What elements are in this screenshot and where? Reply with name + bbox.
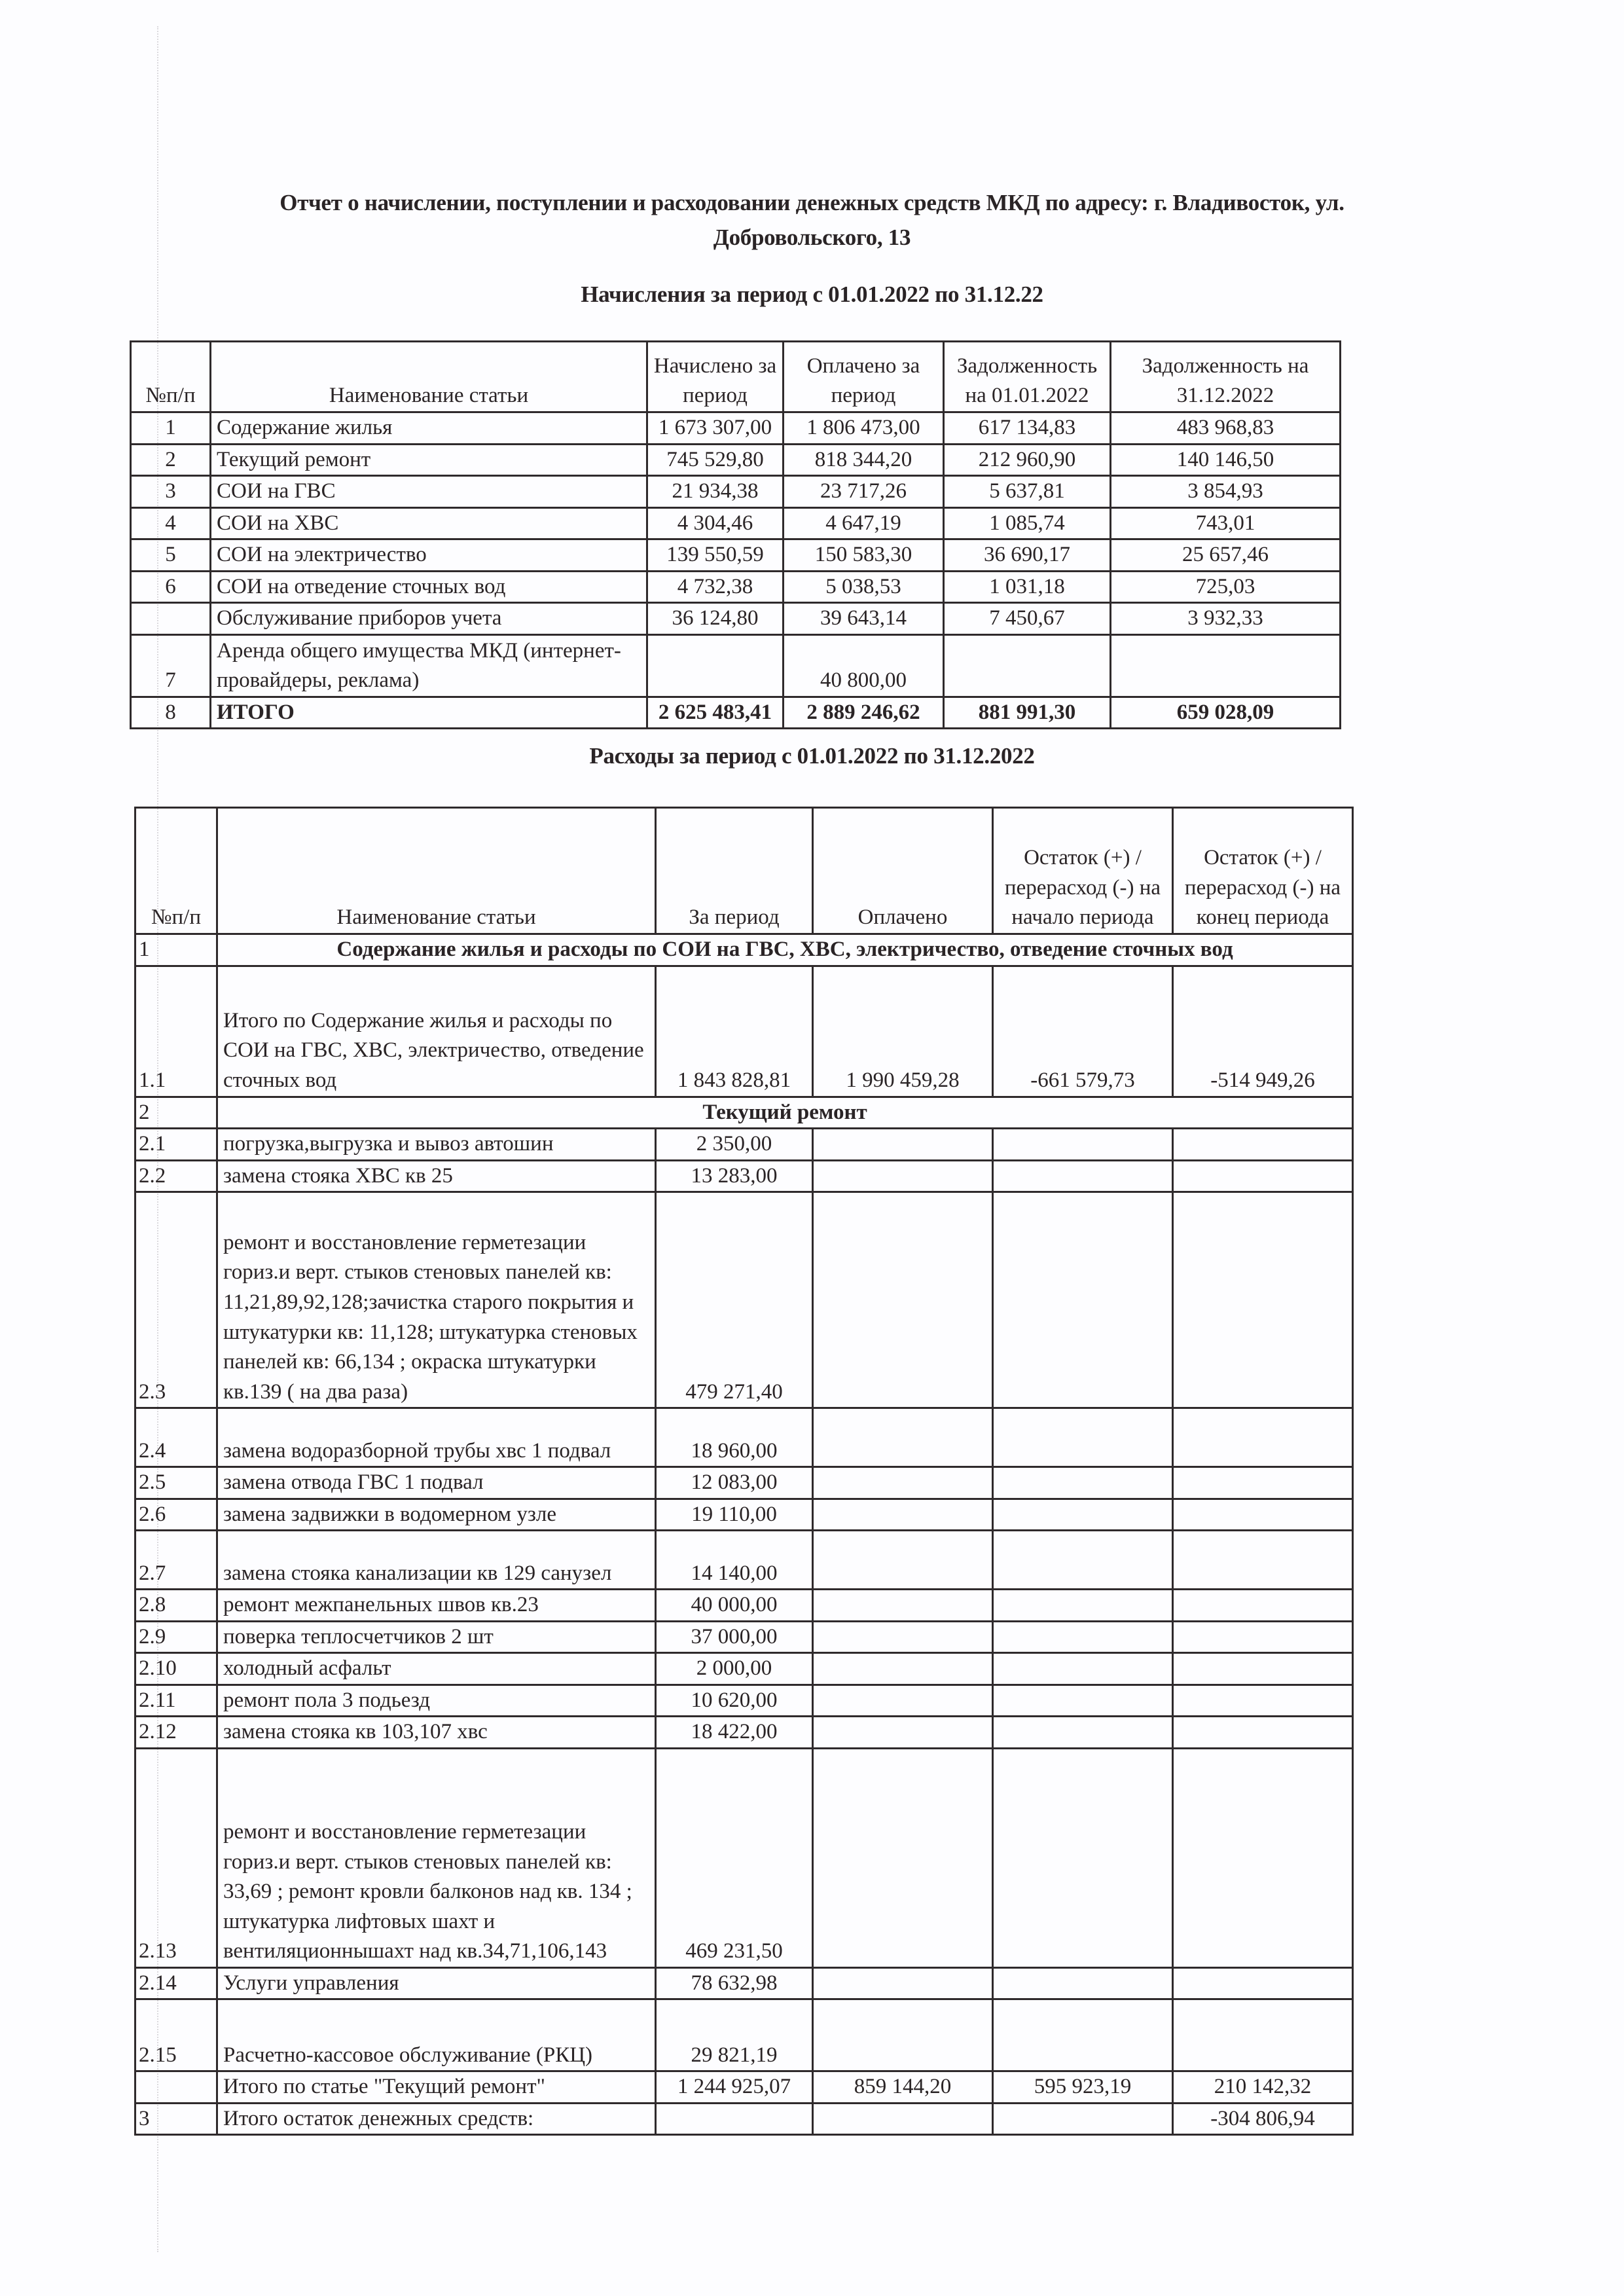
table-row — [135, 1999, 1353, 2071]
section-row-maintenance — [135, 934, 1353, 966]
row-num: 2.9 — [135, 1621, 217, 1653]
row-paid — [813, 1192, 993, 1408]
header-debt-start: Задолженность на 01.01.2022 — [944, 342, 1111, 412]
row-balance-start — [993, 1590, 1173, 1622]
row-name: СОИ на электричество — [211, 539, 647, 572]
row-debt-end: 140 146,50 — [1111, 444, 1341, 476]
row-period: 78 632,98 — [656, 1967, 813, 1999]
row-num: 1 — [135, 934, 217, 966]
row-balance-end: -514 949,26 — [1173, 966, 1353, 1097]
row-balance-start — [993, 1408, 1173, 1467]
row-balance-start — [993, 1621, 1173, 1653]
row-paid — [813, 1967, 993, 1999]
table-row — [131, 476, 1341, 508]
row-name: ремонт межпанельных швов кв.23 — [217, 1590, 656, 1622]
row-num: 2.6 — [135, 1499, 217, 1531]
row-paid: 5 038,53 — [784, 571, 944, 603]
row-num: 2.14 — [135, 1967, 217, 1999]
row-name: Итого остаток денежных средств: — [217, 2103, 656, 2135]
row-balance-end — [1173, 1967, 1353, 1999]
row-accrued: 4 732,38 — [647, 571, 784, 603]
table-row — [135, 1967, 1353, 1999]
row-name: поверка теплосчетчиков 2 шт — [217, 1621, 656, 1653]
table-row — [135, 1748, 1353, 1967]
row-paid — [813, 1999, 993, 2071]
row-debt-start: 5 637,81 — [944, 476, 1111, 508]
accruals-table — [130, 340, 1341, 729]
row-paid: 2 889 246,62 — [784, 697, 944, 729]
row-debt-end — [1111, 634, 1341, 697]
row-name: СОИ на отведение сточных вод — [211, 571, 647, 603]
row-period: 37 000,00 — [656, 1621, 813, 1653]
header-paid: Оплачено — [813, 808, 993, 934]
row-period: 13 283,00 — [656, 1160, 813, 1192]
row-name: замена стояка кв 103,107 хвс — [217, 1717, 656, 1749]
row-name: ремонт и восстановление герметезации гориз.и верт. стыков стеновых панелей кв: 11,21,89,92,128;зачистка старого покрытия и штукатурки кв: 11,128; штукатурка стеновых панелей кв: 66,134 ; окраска штукатурки кв.139 ( на два раза) — [217, 1192, 656, 1408]
row-debt-end: 743,01 — [1111, 507, 1341, 539]
row-paid: 1 806 473,00 — [784, 412, 944, 445]
row-num: 2.3 — [135, 1192, 217, 1408]
row-num: 6 — [131, 571, 211, 603]
row-name: ремонт пола 3 подьезд — [217, 1685, 656, 1717]
row-balance-start — [993, 1499, 1173, 1531]
row-paid — [813, 1748, 993, 1967]
row-name: Текущий ремонт — [211, 444, 647, 476]
row-name: замена стояка канализации кв 129 санузел — [217, 1531, 656, 1590]
row-debt-start: 881 991,30 — [944, 697, 1111, 729]
row-balance-end — [1173, 1748, 1353, 1967]
row-debt-end: 25 657,46 — [1111, 539, 1341, 572]
header-item-name: Наименование статьи — [217, 808, 656, 934]
row-accrued: 1 673 307,00 — [647, 412, 784, 445]
table-row — [135, 1621, 1353, 1653]
row-name: ремонт и восстановление герметезации гориз.и верт. стыков стеновых панелей кв: 33,69 ; ремонт кровли балконов над кв. 134 ; штукатурка лифтовых шахт и вентиляционнышахт над кв.34,71,106,143 — [217, 1748, 656, 1967]
header-accrued: Начислено за период — [647, 342, 784, 412]
row-period: 14 140,00 — [656, 1531, 813, 1590]
row-num: 2.5 — [135, 1467, 217, 1499]
row-debt-end: 483 968,83 — [1111, 412, 1341, 445]
header-balance-start: Остаток (+) / перерасход (-) на начало периода — [993, 808, 1173, 934]
row-period: 12 083,00 — [656, 1467, 813, 1499]
section-row-repair — [135, 1097, 1353, 1129]
row-paid: 23 717,26 — [784, 476, 944, 508]
row-accrued: 2 625 483,41 — [647, 697, 784, 729]
row-paid — [813, 1717, 993, 1749]
row-balance-start — [993, 1160, 1173, 1192]
row-paid: 1 990 459,28 — [813, 966, 993, 1097]
row-debt-end: 3 854,93 — [1111, 476, 1341, 508]
row-num: 7 — [131, 634, 211, 697]
row-debt-start: 617 134,83 — [944, 412, 1111, 445]
header-num: №п/п — [135, 808, 217, 934]
row-balance-start — [993, 1467, 1173, 1499]
row-paid — [813, 1129, 993, 1161]
report-title-line-2: Добровольского, 13 — [713, 225, 911, 250]
row-name: ИТОГО — [211, 697, 647, 729]
row-balance-end: 210 142,32 — [1173, 2071, 1353, 2104]
row-balance-start — [993, 1967, 1173, 1999]
row-period: 1 244 925,07 — [656, 2071, 813, 2104]
table-row — [131, 603, 1341, 635]
row-period: 19 110,00 — [656, 1499, 813, 1531]
row-balance-start — [993, 1717, 1173, 1749]
table-row — [135, 1685, 1353, 1717]
report-title-line-1: Отчет о начислении, поступлении и расходовании денежных средств МКД по адресу: г. Владивосток, ул. — [280, 190, 1344, 215]
row-balance-end — [1173, 1621, 1353, 1653]
table-row — [135, 966, 1353, 1097]
row-name: СОИ на ХВС — [211, 507, 647, 539]
section-title: Содержание жилья и расходы по СОИ на ГВС, ХВС, электричество, отведение сточных вод — [217, 934, 1353, 966]
row-balance-end — [1173, 1160, 1353, 1192]
row-balance-end — [1173, 1129, 1353, 1161]
accruals-heading: Начисления за период с 01.01.2022 по 31.12.22 — [581, 282, 1043, 307]
row-num: 8 — [131, 697, 211, 729]
row-paid — [813, 1590, 993, 1622]
row-period: 2 000,00 — [656, 1653, 813, 1685]
row-paid: 39 643,14 — [784, 603, 944, 635]
row-balance-start — [993, 1192, 1173, 1408]
row-paid — [813, 1160, 993, 1192]
table-row — [131, 571, 1341, 603]
row-name: Содержание жилья — [211, 412, 647, 445]
row-name: Итого по Содержание жилья и расходы по СОИ на ГВС, ХВС, электричество, отведение сточных вод — [217, 966, 656, 1097]
header-num: №п/п — [131, 342, 211, 412]
table-row — [135, 1408, 1353, 1467]
table-row — [135, 1531, 1353, 1590]
row-balance-start: 595 923,19 — [993, 2071, 1173, 2104]
row-num: 3 — [131, 476, 211, 508]
row-balance-end — [1173, 1499, 1353, 1531]
row-num: 2 — [135, 1097, 217, 1129]
row-name: замена водоразборной трубы хвс 1 подвал — [217, 1408, 656, 1467]
row-name: Услуги управления — [217, 1967, 656, 1999]
row-num: 4 — [131, 507, 211, 539]
row-num: 5 — [131, 539, 211, 572]
row-num: 2 — [131, 444, 211, 476]
row-debt-start: 212 960,90 — [944, 444, 1111, 476]
row-debt-start: 1 085,74 — [944, 507, 1111, 539]
row-balance-end — [1173, 1590, 1353, 1622]
row-balance-end — [1173, 1685, 1353, 1717]
row-balance-start — [993, 1999, 1173, 2071]
row-accrued: 745 529,80 — [647, 444, 784, 476]
row-period: 1 843 828,81 — [656, 966, 813, 1097]
row-paid — [813, 1499, 993, 1531]
row-balance-end — [1173, 1653, 1353, 1685]
row-period: 10 620,00 — [656, 1685, 813, 1717]
row-num: 2.1 — [135, 1129, 217, 1161]
table-row — [135, 1590, 1353, 1622]
table-row — [135, 1499, 1353, 1531]
row-balance-start — [993, 1531, 1173, 1590]
table-row — [131, 697, 1341, 729]
expenses-heading: Расходы за период с 01.01.2022 по 31.12.2022 — [589, 743, 1035, 769]
row-paid — [813, 1531, 993, 1590]
table-row — [131, 444, 1341, 476]
row-debt-end: 659 028,09 — [1111, 697, 1341, 729]
row-period: 2 350,00 — [656, 1129, 813, 1161]
row-period: 40 000,00 — [656, 1590, 813, 1622]
row-name: Аренда общего имущества МКД (интернет-провайдеры, реклама) — [211, 634, 647, 697]
row-name: замена задвижки в водомерном узле — [217, 1499, 656, 1531]
row-balance-end — [1173, 1408, 1353, 1467]
row-period — [656, 2103, 813, 2135]
row-debt-end: 3 932,33 — [1111, 603, 1341, 635]
row-balance-start — [993, 1685, 1173, 1717]
table-row — [131, 539, 1341, 572]
header-debt-end: Задолженность на 31.12.2022 — [1111, 342, 1341, 412]
table-row — [135, 1717, 1353, 1749]
row-paid — [813, 2103, 993, 2135]
row-num: 2.4 — [135, 1408, 217, 1467]
row-num: 2.7 — [135, 1531, 217, 1590]
row-debt-start: 7 450,67 — [944, 603, 1111, 635]
table-row — [135, 1160, 1353, 1192]
expenses-table — [134, 807, 1354, 2136]
row-paid — [813, 1467, 993, 1499]
row-balance-start — [993, 1748, 1173, 1967]
row-accrued: 21 934,38 — [647, 476, 784, 508]
expenses-header-row — [135, 808, 1353, 934]
row-period: 18 422,00 — [656, 1717, 813, 1749]
table-row — [131, 634, 1341, 697]
table-row — [131, 412, 1341, 445]
row-num: 2.10 — [135, 1653, 217, 1685]
row-period: 469 231,50 — [656, 1748, 813, 1967]
table-row — [135, 1192, 1353, 1408]
table-row — [135, 1129, 1353, 1161]
row-accrued: 36 124,80 — [647, 603, 784, 635]
row-num — [131, 603, 211, 635]
row-balance-start — [993, 2103, 1173, 2135]
row-debt-end: 725,03 — [1111, 571, 1341, 603]
row-balance-end — [1173, 1192, 1353, 1408]
row-name: СОИ на ГВС — [211, 476, 647, 508]
row-num: 2.15 — [135, 1999, 217, 2071]
row-paid: 818 344,20 — [784, 444, 944, 476]
row-paid — [813, 1621, 993, 1653]
table-row — [131, 507, 1341, 539]
row-num: 1.1 — [135, 966, 217, 1097]
row-debt-start — [944, 634, 1111, 697]
row-paid: 150 583,30 — [784, 539, 944, 572]
table-row — [135, 1467, 1353, 1499]
row-name: Расчетно-кассовое обслуживание (РКЦ) — [217, 1999, 656, 2071]
header-balance-end: Остаток (+) / перерасход (-) на конец периода — [1173, 808, 1353, 934]
row-name: замена стояка ХВС кв 25 — [217, 1160, 656, 1192]
row-accrued: 139 550,59 — [647, 539, 784, 572]
header-period: За период — [656, 808, 813, 934]
table-row — [135, 1653, 1353, 1685]
row-period: 29 821,19 — [656, 1999, 813, 2071]
row-paid — [813, 1685, 993, 1717]
row-num — [135, 2071, 217, 2104]
row-balance-end — [1173, 1531, 1353, 1590]
row-debt-start: 36 690,17 — [944, 539, 1111, 572]
row-balance-start: -661 579,73 — [993, 966, 1173, 1097]
row-paid — [813, 1408, 993, 1467]
row-balance-end: -304 806,94 — [1173, 2103, 1353, 2135]
row-name: замена отвода ГВС 1 подвал — [217, 1467, 656, 1499]
row-balance-end — [1173, 1717, 1353, 1749]
row-num: 2.8 — [135, 1590, 217, 1622]
repair-total-row — [135, 2071, 1353, 2104]
section-title: Текущий ремонт — [217, 1097, 1353, 1129]
row-name: холодный асфальт — [217, 1653, 656, 1685]
header-item-name: Наименование статьи — [211, 342, 647, 412]
row-paid: 40 800,00 — [784, 634, 944, 697]
row-num: 2.12 — [135, 1717, 217, 1749]
row-paid: 859 144,20 — [813, 2071, 993, 2104]
balance-total-row — [135, 2103, 1353, 2135]
row-num: 2.2 — [135, 1160, 217, 1192]
row-accrued: 4 304,46 — [647, 507, 784, 539]
row-period: 479 271,40 — [656, 1192, 813, 1408]
row-paid — [813, 1653, 993, 1685]
row-period: 18 960,00 — [656, 1408, 813, 1467]
row-balance-start — [993, 1129, 1173, 1161]
header-paid: Оплачено за период — [784, 342, 944, 412]
row-num: 2.11 — [135, 1685, 217, 1717]
row-balance-start — [993, 1653, 1173, 1685]
row-name: Обслуживание приборов учета — [211, 603, 647, 635]
accruals-header-row — [131, 342, 1341, 412]
row-name: Итого по статье "Текущий ремонт" — [217, 2071, 656, 2104]
row-balance-end — [1173, 1467, 1353, 1499]
row-num: 3 — [135, 2103, 217, 2135]
row-num: 2.13 — [135, 1748, 217, 1967]
row-accrued — [647, 634, 784, 697]
row-paid: 4 647,19 — [784, 507, 944, 539]
row-balance-end — [1173, 1999, 1353, 2071]
row-name: погрузка,выгрузка и вывоз автошин — [217, 1129, 656, 1161]
row-debt-start: 1 031,18 — [944, 571, 1111, 603]
row-num: 1 — [131, 412, 211, 445]
